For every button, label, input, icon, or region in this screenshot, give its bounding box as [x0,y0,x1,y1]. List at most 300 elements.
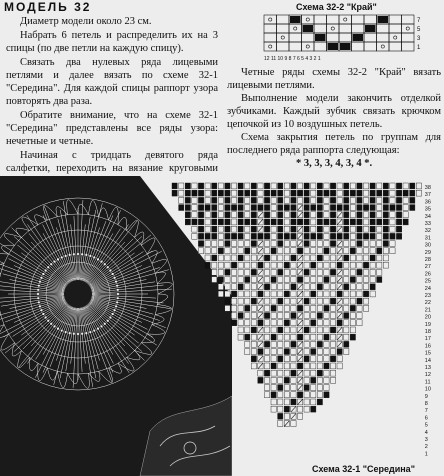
chart-cell [324,219,329,225]
chart-cell [264,262,269,268]
chart-cell [245,334,250,340]
chart-cell [377,269,382,275]
chart-cell [363,262,368,268]
chart-cell [277,42,290,51]
chart-cell [383,255,388,261]
chart-cell [284,399,289,405]
chart-cell [231,277,236,283]
chart-cell [344,269,349,275]
chart-cell [258,190,263,196]
chart-cell [344,277,349,283]
chart-cell [278,219,283,225]
chart-cell [218,291,223,297]
row-number: 7 [417,18,421,24]
chart-cell [284,370,289,376]
chart-cell [271,334,276,340]
chart-cell [363,255,368,261]
chart-cell [264,356,269,362]
chart-cell [278,212,283,218]
chart-mark [294,27,297,30]
chart-cell [212,190,217,196]
chart-cell [291,305,296,311]
chart-cell [284,219,289,225]
chart-cell [251,334,256,340]
chart-cell [317,241,322,247]
chart-cell [350,241,355,247]
chart-cell [205,262,210,268]
chart-cell [238,255,243,261]
chart-cell [238,233,243,239]
chart-cell [330,183,335,189]
chart-cell [212,226,217,232]
lace-dot [113,277,115,279]
chart-cell [271,399,276,405]
chart-cell [383,262,388,268]
chart-cell [245,241,250,247]
chart-cell [271,313,276,319]
chart-cell [264,190,269,196]
chart-cell [291,190,296,196]
instructions-right [227,66,441,170]
chart-cell [245,341,250,347]
chart-cell [258,377,263,383]
chart-cell [245,305,250,311]
chart-cell [311,248,316,254]
chart-cell [251,320,256,326]
chart-cell [311,320,316,326]
chart-cell [264,42,277,51]
scheme-middle-chart [168,181,444,463]
chart-cell [278,313,283,319]
chart-cell [245,277,250,283]
chart-cell [350,205,355,211]
chart-cell [291,377,296,383]
chart-cell [390,226,395,232]
chart-cell [264,327,269,333]
chart-cell [264,349,269,355]
chart-cell [212,233,217,239]
chart-cell [377,212,382,218]
chart-mark [290,16,301,23]
chart-cell [311,212,316,218]
chart-cell [212,277,217,283]
paragraph: Связать два нулевых ряда лицевыми петлями и далее вязать по схеме 32-1 "Середина". Для каждой спицы раппорт узора повторять два раза. [6,57,218,107]
chart-cell [205,219,210,225]
lace-dot [107,266,109,268]
chart-cell [357,233,362,239]
chart-cell [370,233,375,239]
lace-dot [117,293,119,295]
chart-cell [245,190,250,196]
chart-cell [383,248,388,254]
chart-cell [324,377,329,383]
chart-cell [291,421,296,427]
chart-cell [198,248,203,254]
chart-cell [416,190,421,196]
chart-cell [284,241,289,247]
row-number: 13 [424,365,431,371]
row-number: 1 [424,451,428,458]
chart-cell [304,233,309,239]
chart-cell [311,305,316,311]
lace-dot [85,254,87,256]
chart-cell [402,42,415,51]
chart-cell [370,248,375,254]
chart-cell [278,298,283,304]
chart-cell [344,341,349,347]
chart-cell [314,24,327,33]
chart-cell [291,277,296,283]
chart-cell [317,370,322,376]
chart-cell [370,205,375,211]
chart-cell [344,313,349,319]
chart-cell [212,255,217,261]
row-number: 20 [424,314,431,321]
chart-cell [350,291,355,297]
chart-cell [284,277,289,283]
chart-cell [185,205,190,211]
chart-cell [317,341,322,347]
chart-cell [389,15,402,24]
row-number: 23 [424,293,431,299]
chart-cell [402,24,415,33]
chart-cell [350,334,355,340]
lace-dot [47,266,49,268]
chart-cell [225,233,230,239]
chart-cell [291,262,296,268]
chart-cell [231,241,236,247]
chart-cell [278,183,283,189]
chart-cell [251,212,256,218]
chart-cell [350,219,355,225]
chart-cell [396,233,401,239]
row-number: 25 [424,278,431,285]
chart-cell [264,305,269,311]
chart-cell [357,298,362,304]
row-number: 15 [424,350,431,357]
chart-cell [357,313,362,319]
chart-cell [264,313,269,319]
chart-cell [330,320,335,326]
chart-cell [383,226,388,232]
chart-cell [311,298,316,304]
chart-cell [238,277,243,283]
chart-cell [410,197,415,203]
chart-cell [350,255,355,261]
chart-cell [179,197,184,203]
chart-cell [271,284,276,290]
chart-cell [416,183,421,189]
chart-cell [311,370,316,376]
chart-cell [205,241,210,247]
chart-cell [231,183,236,189]
chart-cell [238,262,243,268]
chart-mark [344,18,347,21]
chart-cell [291,197,296,203]
chart-cell [330,349,335,355]
chart-cell [317,262,322,268]
chart-cell [212,205,217,211]
chart-cell [231,255,236,261]
chart-cell [271,183,276,189]
chart-cell [264,15,277,24]
chart-mark [269,45,272,48]
chart-cell [185,197,190,203]
chart-cell [311,385,316,391]
chart-cell [278,226,283,232]
chart-cell [337,190,342,196]
chart-cell [289,24,302,33]
chart-cell [291,233,296,239]
chart-cell [225,190,230,196]
chart-cell [264,370,269,376]
row-number: 5 [424,422,428,429]
chart-cell [218,269,223,275]
chart-cell [291,385,296,391]
chart-cell [311,349,316,355]
lace-dot [81,253,83,255]
chart-cell [245,349,250,355]
chart-cell [271,248,276,254]
chart-cell [291,313,296,319]
chart-cell [278,291,283,297]
chart-cell [251,341,256,347]
chart-cell [317,334,322,340]
chart-cell [363,183,368,189]
row-number: 16 [424,343,431,350]
chart-cell [172,190,177,196]
lace-dot [81,333,83,335]
chart-cell [284,269,289,275]
lace-dot [89,255,91,257]
chart-cell [324,341,329,347]
chart-cell [364,15,377,24]
chart-cell [377,262,382,268]
chart-cell [278,399,283,405]
chart-cell [330,262,335,268]
chart-cell [377,190,382,196]
lace-dot [113,309,115,311]
chart-cell [350,183,355,189]
chart-cell [311,399,316,405]
chart-cell [389,33,402,42]
chart-cell [271,226,276,232]
chart-cell [297,190,302,196]
chart-cell [205,183,210,189]
chart-cell [192,219,197,225]
lace-dot [40,277,42,279]
chart-cell [225,219,230,225]
chart-cell [304,248,309,254]
chart-cell [344,349,349,355]
chart-cell [363,190,368,196]
chart-cell [357,190,362,196]
chart-cell [311,197,316,203]
chart-cell [344,241,349,247]
chart-cell [225,277,230,283]
lace-dot [40,309,42,311]
chart-cell [330,219,335,225]
chart-cell [317,197,322,203]
chart-cell [225,269,230,275]
chart-cell [357,255,362,261]
chart-cell [363,291,368,297]
chart-cell [185,190,190,196]
lace-dot [115,281,117,283]
chart-cell [324,190,329,196]
chart-cell [344,334,349,340]
chart-cell [198,183,203,189]
chart-cell [245,262,250,268]
chart-cell [245,313,250,319]
chart-cell [377,205,382,211]
chart-cell [330,197,335,203]
chart-cell [212,197,217,203]
chart-cell [377,233,382,239]
chart-cell [352,42,365,51]
chart-cell [330,255,335,261]
chart-cell [383,205,388,211]
row-number: 11 [424,379,431,386]
chart-cell [344,255,349,261]
chart-cell [264,183,269,189]
chart-cell [396,183,401,189]
chart-cell [344,248,349,254]
scheme-edge-chart [262,13,432,63]
row-number: 35 [424,206,431,213]
chart-cell [363,197,368,203]
chart-cell [238,212,243,218]
chart-cell [231,226,236,232]
chart-cell [317,327,322,333]
chart-cell [264,298,269,304]
chart-cell [317,212,322,218]
chart-cell [344,327,349,333]
lace-dot [116,285,118,287]
chart-cell [311,334,316,340]
chart-cell [396,219,401,225]
chart-cell [284,226,289,232]
lace-dot [100,261,102,263]
chart-cell [245,205,250,211]
chart-cell [304,298,309,304]
lace-dot [77,253,79,255]
chart-cell [330,190,335,196]
chart-cell [264,385,269,391]
chart-cell [245,183,250,189]
chart-cell [311,277,316,283]
chart-cell [370,284,375,290]
row-number: 36 [424,199,431,206]
chart-cell [192,212,197,218]
chart-cell [357,197,362,203]
chart-cell [370,291,375,297]
chart-cell [225,305,230,311]
chart-cell [251,284,256,290]
chart-cell [363,248,368,254]
chart-cell [245,327,250,333]
chart-cell [218,248,223,254]
chart-cell [251,363,256,369]
chart-cell [284,305,289,311]
chart-cell [324,356,329,362]
lace-dot [69,332,71,334]
chart-cell [289,33,302,42]
chart-cell [278,320,283,326]
chart-cell [251,305,256,311]
chart-cell [251,313,256,319]
chart-cell [251,356,256,362]
lace-dot [57,258,59,260]
chart-cell [271,277,276,283]
chart-cell [264,255,269,261]
chart-cell [350,327,355,333]
chart-cell [284,341,289,347]
chart-cell [218,277,223,283]
chart-cell [317,190,322,196]
chart-cell [277,15,290,24]
chart-cell [225,197,230,203]
chart-cell [264,241,269,247]
chart-cell [271,370,276,376]
chart-cell [377,197,382,203]
chart-cell [271,262,276,268]
chart-cell [317,349,322,355]
chart-cell [357,262,362,268]
chart-cell [324,233,329,239]
chart-cell [172,183,177,189]
lace-dot [57,328,59,330]
chart-cell [238,305,243,311]
chart-cell [212,241,217,247]
chart-cell [304,197,309,203]
chart-cell [304,392,309,398]
chart-cell [396,190,401,196]
chart-cell [357,219,362,225]
chart-cell [314,15,327,24]
chart-cell [291,298,296,304]
chart-cell [205,190,210,196]
chart-cell [364,42,377,51]
closing-sequence: * 3, 3, 3, 4, 3, 4 *. [295,158,373,169]
chart-cell [212,269,217,275]
chart-cell [251,298,256,304]
chart-cell [377,248,382,254]
chart-cell [218,212,223,218]
chart-cell [205,226,210,232]
chart-cell [179,190,184,196]
chart-cell [370,241,375,247]
lace-dot [50,263,52,265]
chart-cell [284,313,289,319]
lace-dot [61,256,63,258]
chart-cell [271,255,276,261]
chart-cell [337,197,342,203]
chart-cell [231,298,236,304]
chart-cell [363,241,368,247]
chart-cell [377,183,382,189]
chart-cell [317,305,322,311]
chart-cell [291,226,296,232]
chart-cell [291,183,296,189]
chart-cell [390,197,395,203]
chart-cell [304,205,309,211]
chart-cell [198,197,203,203]
chart-cell [390,241,395,247]
chart-cell [205,205,210,211]
chart-cell [363,219,368,225]
chart-cell [192,226,197,232]
